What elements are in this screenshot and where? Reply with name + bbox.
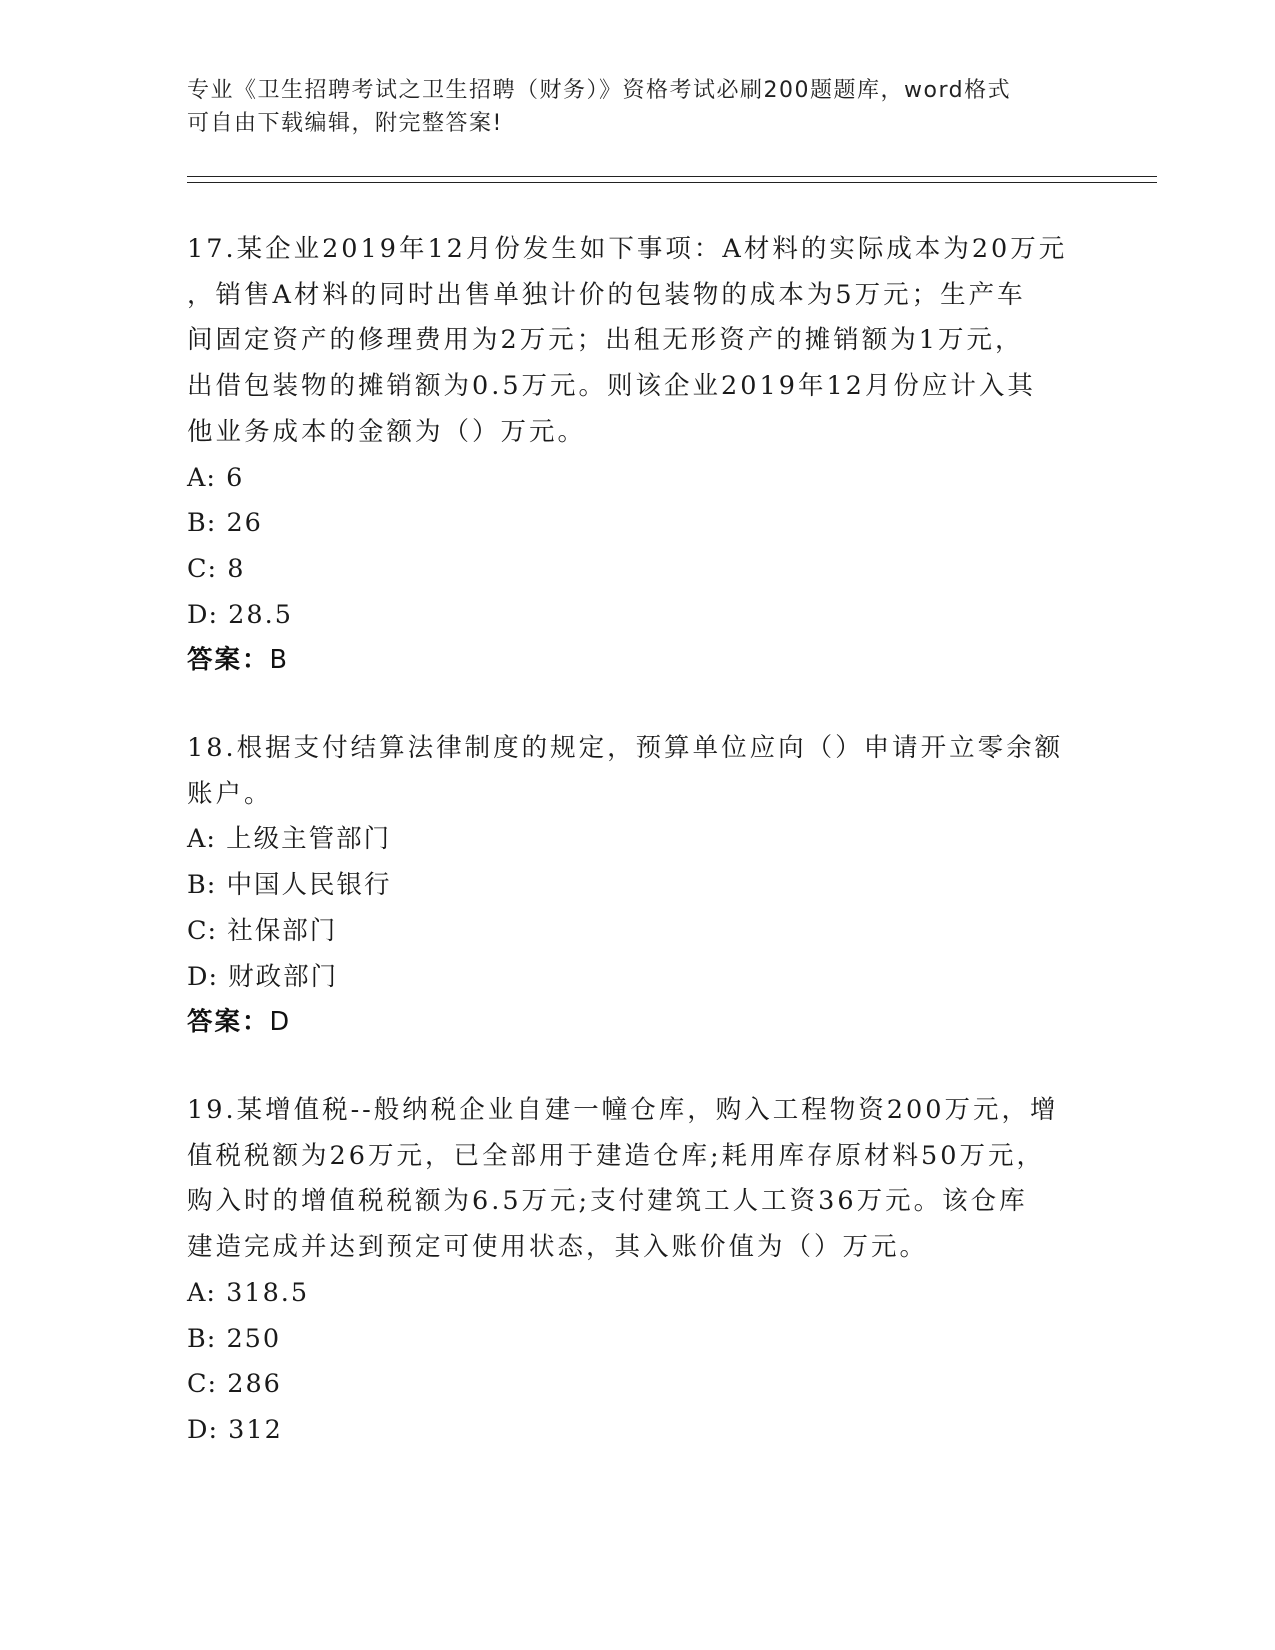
option-text: 6: [226, 462, 245, 493]
question-17: [187, 227, 1087, 684]
option-letter: B:: [187, 1323, 217, 1354]
option-letter: B:: [187, 870, 217, 901]
answer-line: [187, 1000, 1087, 1046]
answer-label: 答案：: [187, 1007, 270, 1038]
option-letter: C:: [187, 915, 218, 946]
option-letter: D:: [187, 599, 219, 630]
header-line-1: 专业《卫生招聘考试之卫生招聘（财务）》资格考试必刷200题题库，word格式: [187, 78, 1012, 103]
option-letter: A:: [187, 824, 217, 855]
question-19: [187, 1088, 1087, 1454]
question-text: 根据支付结算法律制度的规定，预算单位应向（）申请开立零余额: [236, 733, 1064, 763]
answer-label: 答案：: [187, 645, 270, 676]
option-text: 28.5: [228, 599, 293, 630]
question-text: 某企业2019年12月份发生如下事项：A材料的实际成本为20万元: [236, 234, 1068, 264]
question-17-line-1: [187, 227, 1087, 273]
option-letter: A:: [187, 462, 217, 493]
question-17-line-3: 间固定资产的修理费用为2万元；出租无形资产的摊销额为1万元，: [187, 325, 1024, 356]
option-a: [187, 1271, 1087, 1317]
option-b: [187, 1317, 1087, 1363]
option-letter: A:: [187, 1277, 217, 1308]
option-c: [187, 1362, 1087, 1408]
question-18: [187, 726, 1087, 1046]
question-17-line-4: 出借包装物的摊销额为0.5万元。则该企业2019年12月份应计入其: [187, 371, 1036, 402]
header-line-2: 可自由下载编辑，附完整答案!: [187, 111, 503, 136]
question-19-line-2: 值税税额为26万元，已全部用于建造仓库;耗用库存原材料50万元，: [187, 1140, 1045, 1171]
document-header: [187, 74, 1067, 140]
option-b: [187, 863, 1087, 909]
option-text: 上级主管部门: [226, 824, 392, 855]
question-number: 18.: [187, 733, 237, 763]
answer-value: D: [269, 1007, 292, 1038]
option-letter: D:: [187, 1414, 219, 1445]
option-c: [187, 547, 1087, 593]
option-d: [187, 1408, 1087, 1454]
question-text: 某增值税--般纳税企业自建一幢仓库，购入工程物资200万元，增: [236, 1095, 1059, 1125]
option-a: [187, 456, 1087, 502]
option-d: [187, 955, 1087, 1001]
question-17-line-5: 他业务成本的金额为（）万元。: [187, 416, 587, 447]
option-text: 286: [227, 1369, 282, 1400]
option-a: [187, 817, 1087, 863]
option-letter: C:: [187, 1369, 218, 1400]
question-18-line-1: [187, 726, 1087, 772]
option-letter: B:: [187, 508, 217, 539]
option-text: 8: [227, 553, 246, 584]
answer-value: B: [269, 645, 290, 676]
option-text: 26: [226, 508, 263, 539]
question-17-line-2: ，销售A材料的同时出售单独计价的包装物的成本为5万元；生产车: [187, 279, 1026, 310]
option-text: 社保部门: [227, 915, 338, 946]
question-number: 19.: [187, 1095, 237, 1125]
option-letter: D:: [187, 961, 219, 992]
option-letter: C:: [187, 553, 218, 584]
option-b: [187, 501, 1087, 547]
option-d: [187, 593, 1087, 639]
option-text: 312: [228, 1414, 283, 1445]
question-19-line-4: 建造完成并达到预定可使用状态，其入账价值为（）万元。: [187, 1232, 929, 1263]
question-19-line-3: 购入时的增值税税额为6.5万元;支付建筑工人工资36万元。该仓库: [187, 1186, 1028, 1217]
answer-line: [187, 638, 1087, 684]
option-text: 中国人民银行: [226, 870, 392, 901]
option-c: [187, 909, 1087, 955]
header-double-rule: [187, 176, 1157, 183]
option-text: 318.5: [226, 1277, 310, 1308]
question-19-line-1: [187, 1088, 1087, 1134]
option-text: 250: [226, 1323, 282, 1354]
question-18-line-2: 账户。: [187, 778, 273, 809]
option-text: 财政部门: [228, 961, 339, 992]
question-number: 17.: [187, 234, 237, 264]
